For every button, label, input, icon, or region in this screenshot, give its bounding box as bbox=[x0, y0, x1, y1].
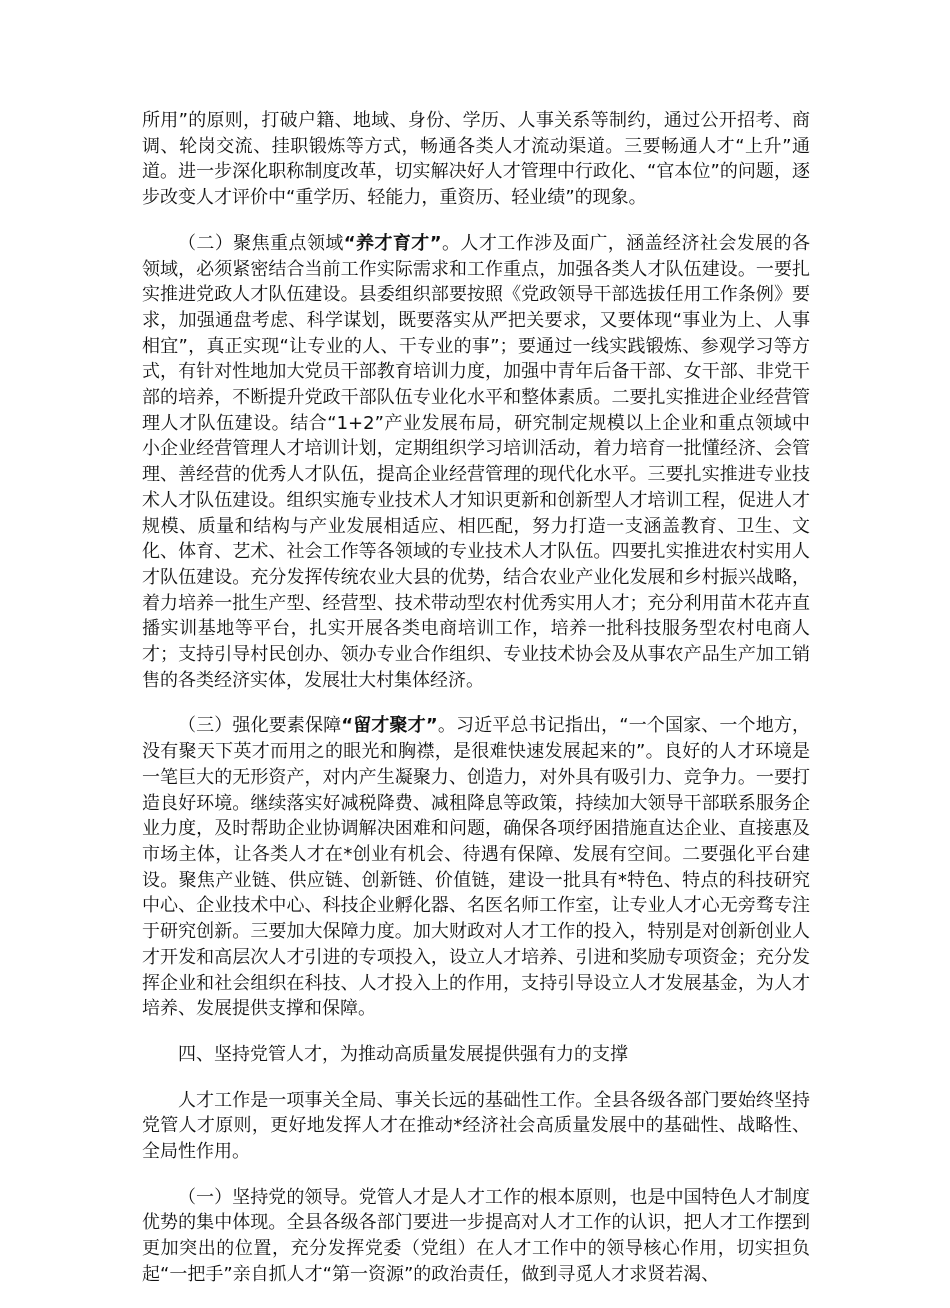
paragraph-3-keyword: “留才聚才” bbox=[341, 715, 438, 737]
document-body bbox=[142, 108, 810, 1308]
paragraph-3-lead: （三）强化要素保障 bbox=[178, 715, 342, 737]
paragraph-3-text: 。习近平总书记指出，“一个国家、一个地方，没有聚天下英才而用之的眼光和胸襟，是很难快速发展起来的”。良好的人才环境是一笔巨大的无形资产，对内产生凝聚力、创造力，对外具有吸引力、竞争力。一要打造良好环境。继续落实好减税降费、减租降息等政策，持续加大领导干部联系服务企业力度，及时帮助企业协调解决困难和问题，确保各项纾困措施直达企业、直接惠及市场主体，让各类人才在*创业有机会、待遇有保障、发展有空间。二要强化平台建设。聚焦产业链、供应链、创新链、价值链，建设一批具有*特色、特点的科技研究中心、企业技术中心、科技企业孵化器、名医名师工作室，让专业人才心无旁骛专注于研究创新。三要加大保障力度。加大财政对人才工作的投入，特别是对创新创业人才开发和高层次人才引进的专项投入，设立人才培养、引进和奖励专项资金；充分发挥企业和社会组织在科技、人才投入上的作用，支持引导设立人才发展基金，为人才培养、发展提供支撑和保障。 bbox=[142, 715, 810, 1020]
paragraph-5 bbox=[142, 1088, 810, 1165]
paragraph-1 bbox=[142, 108, 810, 211]
paragraph-2-keyword: “养才育才” bbox=[343, 232, 442, 254]
section-heading-4 bbox=[142, 1042, 810, 1068]
paragraph-2 bbox=[142, 231, 810, 694]
paragraph-6 bbox=[142, 1185, 810, 1288]
paragraph-2-text: 。人才工作涉及面广，涵盖经济社会发展的各领域，必须紧密结合当前工作实际需求和工作重点，加强各类人才队伍建设。一要扎实推进党政人才队伍建设。县委组织部要按照《党政领导干部选拔任用工作条例》要求，加强通盘考虑、科学谋划，既要落实从严把关要求，又要体现“事业为上、人事相宜”，真正实现“让专业的人、干专业的事”；要通过一线实践锻炼、参观学习等方式，有针对性地加大党员干部教育培训力度，加强中青年后备干部、女干部、非党干部的培养，不断提升党政干部队伍专业化水平和整体素质。二要扎实推进企业经营管理人才队伍建设。结合“1+2”产业发展布局，研究制定规模以上企业和重点领域中小企业经营管理人才培训计划，定期组织学习培训活动，着力培育一批懂经济、会管理、善经营的优秀人才队伍，提高企业经营管理的现代化水平。三要扎实推进专业技术人才队伍建设。组织实施专业技术人才知识更新和创新型人才培训工程，促进人才规模、质量和结构与产业发展相适应、相匹配，努力打造一支涵盖教育、卫生、文化、体育、艺术、社会工作等各领域的专业技术人才队伍。四要扎实推进农村实用人才队伍建设。充分发挥传统农业大县的优势，结合农业产业化发展和乡村振兴战略，着力培养一批生产型、经营型、技术带动型农村优秀实用人才；充分利用苗木花卉直播实训基地等平台，扎实开展各类电商培训工作，培养一批科技服务型农村电商人才；支持引导村民创办、领办专业合作组织、专业技术协会及从事农产品生产加工销售的各类经济实体，发展壮大村集体经济。 bbox=[142, 232, 811, 691]
paragraph-3 bbox=[142, 713, 810, 1021]
section-heading-4-text: 四、坚持党管人才，为推动高质量发展提供强有力的支撑 bbox=[178, 1043, 628, 1065]
paragraph-1-text: 所用”的原则，打破户籍、地域、身份、学历、人事关系等制约，通过公开招考、商调、轮岗交流、挂职锻炼等方式，畅通各类人才流动渠道。三要畅通人才“上升”通道。进一步深化职称制度改革，切实解决好人才管理中行政化、“官本位”的问题，逐步改变人才评价中“重学历、轻能力，重资历、轻业绩”的现象。 bbox=[142, 110, 810, 209]
paragraph-6-text: （一）坚持党的领导。党管人才是人才工作的根本原则，也是中国特色人才制度优势的集中体现。全县各级各部门要进一步提高对人才工作的认识，把人才工作摆到更加突出的位置，充分发挥党委（党组）在人才工作中的领导核心作用，切实担负起“一把手”亲自抓人才“第一资源”的政治责任，做到寻觅人才求贤若渴、 bbox=[142, 1186, 810, 1285]
paragraph-5-text: 人才工作是一项事关全局、事关长远的基础性工作。全县各级各部门要始终坚持党管人才原则，更好地发挥人才在推动*经济社会高质量发展中的基础性、战略性、全局性作用。 bbox=[142, 1089, 810, 1163]
paragraph-2-lead: （二）聚焦重点领域 bbox=[178, 232, 344, 254]
